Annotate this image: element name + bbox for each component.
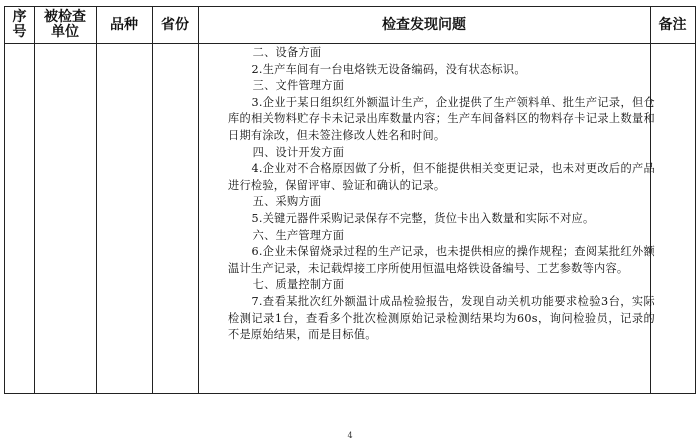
page-number: 4	[347, 431, 353, 440]
section-heading: 二、设备方面	[252, 46, 322, 59]
column-divider	[198, 7, 199, 393]
header-index: 序 号	[12, 9, 27, 40]
header-province: 省份	[161, 16, 189, 33]
header-product: 品种	[110, 16, 138, 33]
header-divider	[5, 43, 695, 44]
finding-item: 4.企业对不合格原因做了分析，但不能提供相关变更记录，也未对更改后的产品进行检验，保留评审、验证和确认的记录。	[228, 162, 655, 192]
findings-cell	[228, 45, 655, 344]
column-divider	[152, 7, 153, 393]
finding-item: 6.企业未保留烧录过程的生产记录，也未提供相应的操作规程；查阅某批红外额温计生产记录，未记载焊接工序所使用恒温电烙铁设备编号、工艺参数等内容。	[228, 245, 655, 275]
finding-item: 5.关键元器件采购记录保存不完整，货位卡出入数量和实际不对应。	[251, 211, 595, 225]
finding-item: 2.生产车间有一台电烙铁无设备编码，没有状态标识。	[251, 62, 526, 76]
section-heading: 七、质量控制方面	[252, 278, 345, 292]
header-findings: 检查发现问题	[382, 16, 466, 33]
finding-item: 3.企业于某日组织红外额温计生产，企业提供了生产领料单、批生产记录，但仓库的相关物料贮存卡未记录出库数量内容；生产车间备料区的物料存卡记录上数量和日期有涂改，但未签注修改人姓名和时间。	[228, 95, 655, 142]
section-heading: 六、生产管理方面	[252, 228, 345, 242]
inspection-findings-table	[4, 6, 696, 394]
section-heading: 五、采购方面	[252, 195, 322, 209]
section-heading: 三、文件管理方面	[252, 79, 345, 93]
column-divider	[34, 7, 35, 393]
header-inspected-unit: 被检查 单位	[44, 9, 86, 40]
column-divider	[96, 7, 97, 393]
finding-item: 7.查看某批次红外额温计成品检验报告，发现自动关机功能要求检验3台，实际检测记录1台，查看多个批次检测原始记录检测结果均为60s，询问检验员，记录的不是原始结果，而是目标值。	[228, 294, 655, 342]
section-heading: 四、设计开发方面	[252, 145, 345, 159]
header-remarks: 备注	[658, 16, 687, 33]
